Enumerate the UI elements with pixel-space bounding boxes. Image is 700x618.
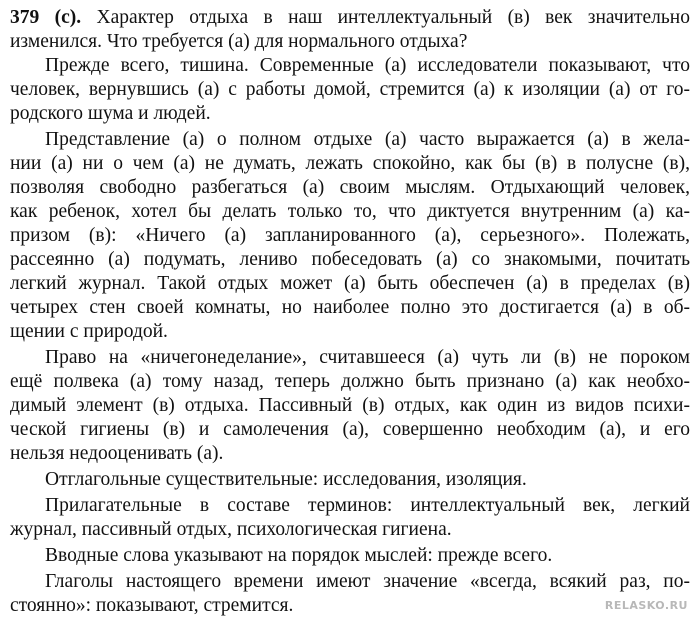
text-line-4: человек, вернувшись (а) с работы домой, стремится (а) к изоляции (а) от го- (10, 79, 690, 100)
text-line-10: призом (в): «Ничего (а) запланированного (а), серьезного». Полежать, (10, 225, 690, 246)
text-line-12: легкий журнал. Такой отдых может (а) быть обеспечен (а) в пределах (в) (10, 273, 690, 294)
text-line-15: Право на «ничегонеделание», считавшееся (а) чуть ли (в) не пороком (45, 347, 690, 368)
text-line-13: четырех стен своей комнаты, но наиболее полно это достигается (а) в об- (10, 297, 690, 318)
text-line-9: как ребенок, хотел бы делать только то, что диктуется внутренним (а) ка- (10, 201, 690, 222)
text-line-20: Отглагольные существительные: исследования, изоляция. (45, 469, 527, 490)
text-line-22: журнал, пассивный отдых, психологическая гигиена. (10, 519, 452, 540)
text-line-25: стоянно»: показывают, стремится. (10, 595, 294, 616)
text-line-21: Прилагательные в составе терминов: интеллектуальный век, легкий (45, 495, 690, 516)
text-line-7: нии (а) ни о чем (а) не думать, лежать спокойно, как бы (в) в полусне (в), (10, 153, 690, 174)
text-line-3: Прежде всего, тишина. Современные (а) исследователи показывают, что (45, 55, 690, 76)
text-line-19: нельзя недооценивать (а). (10, 443, 224, 464)
text-line-18: ческой гигиены (в) и самолечения (а), совершенно необходим (а), и его (10, 419, 690, 440)
text-line-1: 379 (с). Характер отдыха в наш интеллектуальный (в) век значительно (10, 7, 690, 28)
exercise-number: 379 (с). (10, 7, 82, 28)
text-line-17: димый элемент (в) отдыха. Пассивный (в) отдых, как один из видов психи- (10, 395, 690, 416)
text-line-8: позволяя свободно разбегаться (а) своим мыслям. Отдыхающий человек, (10, 177, 690, 198)
watermark-text: RELASKO.RU (604, 599, 688, 612)
text-line-23: Вводные слова указывают на порядок мыслей: прежде всего. (45, 545, 553, 566)
text-line-11: рассеянно (а) подумать, лениво побеседовать (а) со знакомыми, почитать (10, 249, 690, 270)
text-line-6: Представление (а) о полном отдыхе (а) часто выражается (а) в жела- (45, 129, 690, 150)
text-line-16: ещё полвека (а) тому назад, теперь должно быть признано (а) как необхо- (10, 371, 690, 392)
text-line-24: Глаголы настоящего времени имеют значение «всегда, всякий раз, по- (45, 571, 690, 592)
text-line-14: щении с природой. (10, 321, 168, 342)
text-line-5: родского шума и людей. (10, 103, 211, 124)
text-line-2: изменился. Что требуется (а) для нормального отдыха? (10, 31, 468, 52)
